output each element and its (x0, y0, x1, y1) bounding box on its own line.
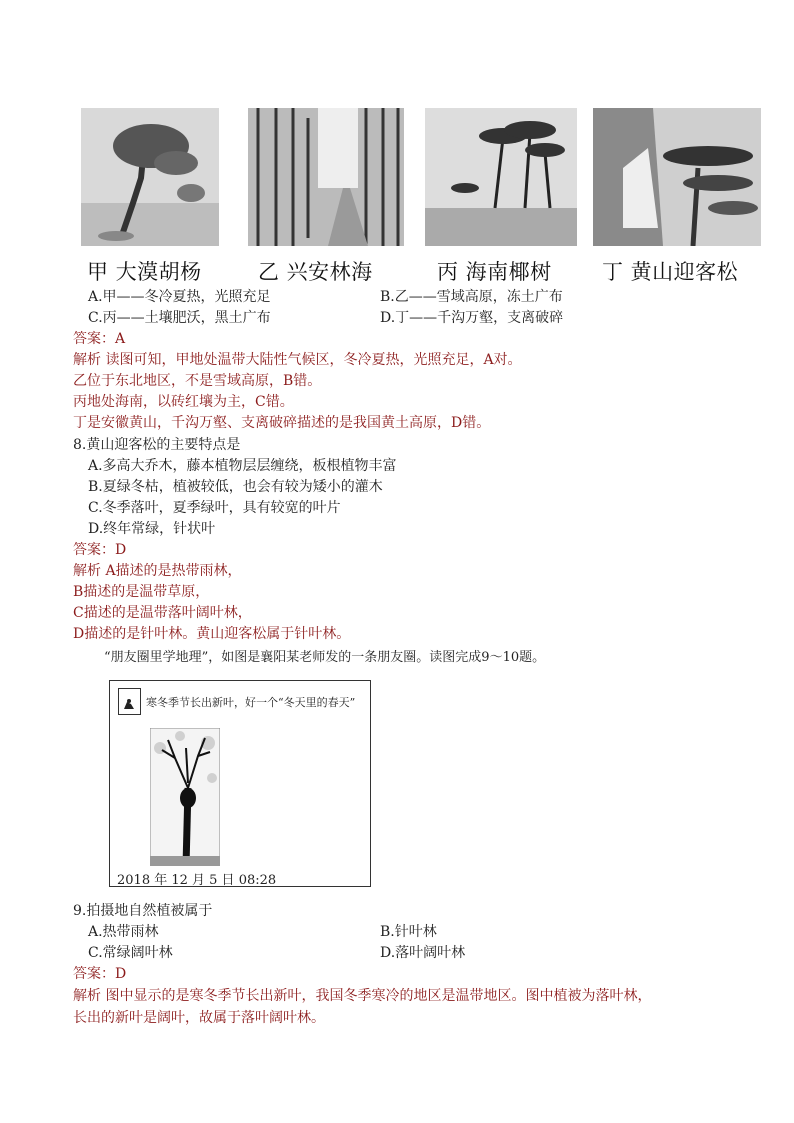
q8-explanation-1: 解析 A描述的是热带雨林， (73, 563, 242, 579)
moment-timestamp: 2018 年 12 月 5 日 08:28 (117, 873, 277, 888)
q8-option-c: C.冬季落叶，夏季绿叶，具有较宽的叶片 (88, 500, 341, 516)
q7-option-b: B.乙——雪域高原，冻土广布 (380, 289, 563, 305)
moment-text: 寒冬季节长出新叶，好一个“冬天里的春天” (146, 696, 356, 709)
q8-explanation-2: B描述的是温带草原， (73, 584, 210, 600)
photo-huangshan-pine (593, 108, 761, 246)
q8-explanation-3: C描述的是温带落叶阔叶林， (73, 605, 252, 621)
q9-option-d: D.落叶阔叶林 (380, 945, 466, 961)
q7-option-a: A.甲——冬冷夏热，光照充足 (88, 289, 271, 305)
avatar (118, 688, 141, 715)
q9-option-c: C.常绿阔叶林 (88, 945, 173, 961)
q9-option-b: B.针叶林 (380, 924, 437, 940)
q8-answer: 答案：D (73, 542, 127, 558)
caption-bing: 丙 海南椰树 (437, 260, 552, 284)
q9-stem: 9.拍摄地自然植被属于 (73, 903, 213, 919)
q9-option-a: A.热带雨林 (88, 924, 159, 940)
q9-explanation-2: 长出的新叶是阔叶，故属于落叶阔叶林。 (73, 1010, 325, 1026)
q7-option-c: C.丙——土壤肥沃，黑土广布 (88, 310, 271, 326)
moment-photo-tree (150, 728, 220, 866)
q7-answer: 答案：A (73, 331, 126, 347)
q9-answer: 答案：D (73, 966, 127, 982)
photo-desert-poplar (81, 108, 219, 246)
moment-intro: “朋友圈里学地理”，如图是襄阳某老师发的一条朋友圈。读图完成9～10题。 (104, 650, 546, 665)
moment-card (109, 680, 371, 887)
q8-explanation-4: D描述的是针叶林。黄山迎客松属于针叶林。 (73, 626, 351, 642)
q7-explanation-2: 乙位于东北地区，不是雪域高原，B错。 (73, 373, 322, 389)
caption-ding: 丁 黄山迎客松 (602, 260, 739, 284)
q8-stem: 8.黄山迎客松的主要特点是 (73, 437, 241, 453)
q7-explanation-1: 解析 读图可知，甲地处温带大陆性气候区，冬冷夏热，光照充足，A对。 (73, 352, 522, 368)
q7-explanation-4: 丁是安徽黄山，千沟万壑、支离破碎描述的是我国黄土高原，D错。 (73, 415, 491, 431)
q8-option-b: B.夏绿冬枯，植被较低，也会有较为矮小的灌木 (88, 479, 383, 495)
caption-jia: 甲 大漠胡杨 (87, 260, 202, 284)
q7-explanation-3: 丙地处海南，以砖红壤为主，C错。 (73, 394, 294, 410)
q7-option-d: D.丁——千沟万壑，支离破碎 (380, 310, 564, 326)
q8-option-d: D.终年常绿，针状叶 (88, 521, 216, 537)
q9-explanation-1: 解析 图中显示的是寒冬季节长出新叶，我国冬季寒冷的地区是温带地区。图中植被为落叶林， (73, 988, 652, 1004)
photo-xingan-forest (248, 108, 404, 246)
photo-hainan-palms (425, 108, 577, 246)
q8-option-a: A.多高大乔木，藤本植物层层缠绕，板根植物丰富 (88, 458, 397, 474)
caption-yi: 乙 兴安林海 (258, 260, 373, 284)
